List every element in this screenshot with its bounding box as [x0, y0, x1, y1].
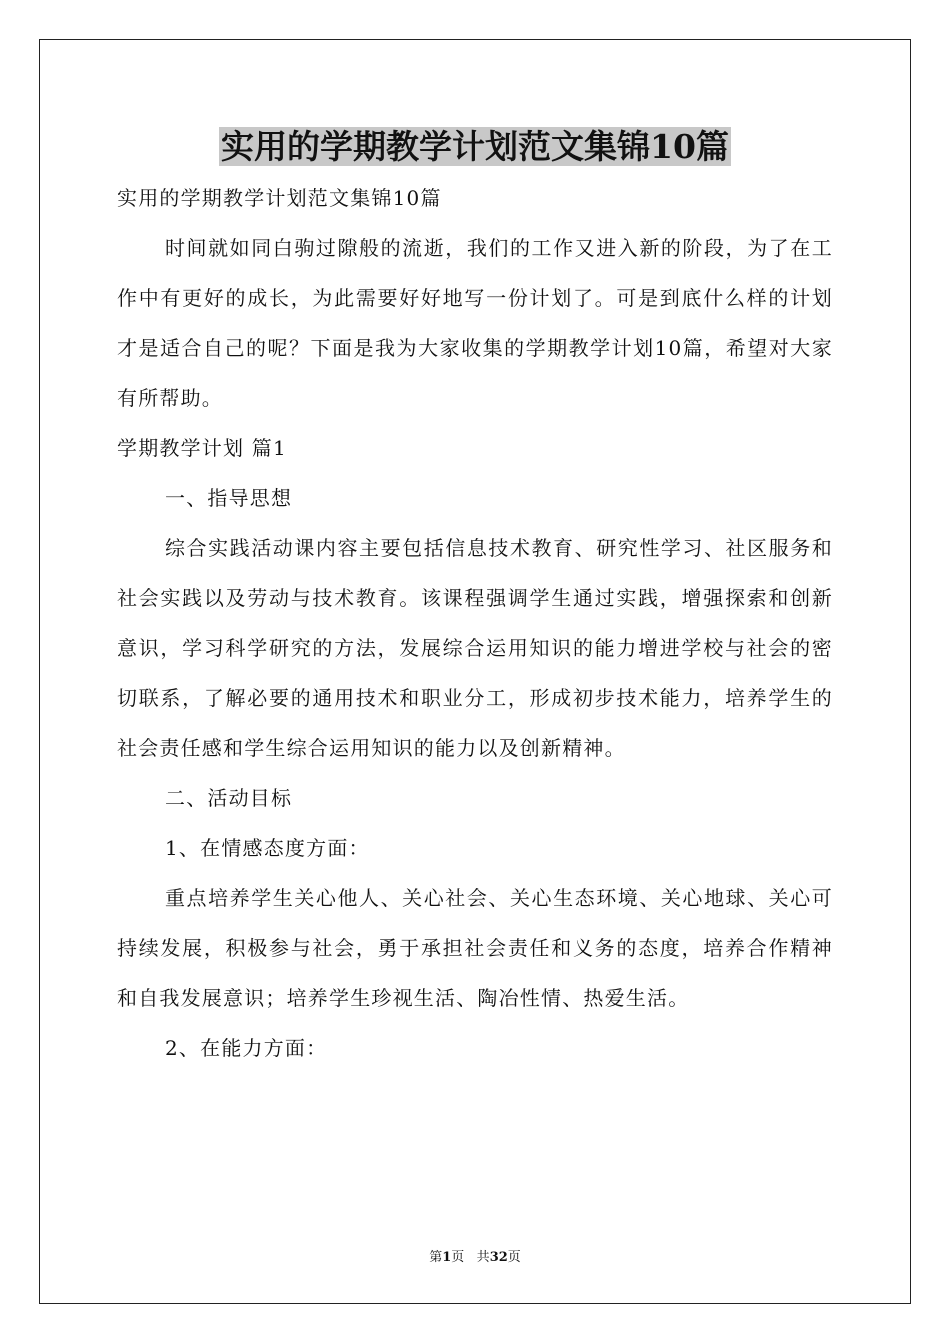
document-body: [117, 173, 833, 1073]
footer-page-prefix: 第: [429, 1250, 443, 1265]
subtitle-line: 实用的学期教学计划范文集锦10篇: [117, 186, 442, 210]
paragraph-guiding-thought: 综合实践活动课内容主要包括信息技术教育、研究性学习、社区服务和社会实践以及劳动与技术教育。该课程强调学生通过实践，增强探索和创新意识，学习科学研究的方法，发展综合运用知识的能力增进学校与社会的密切联系，了解必要的通用技术和职业分工，形成初步技术能力，培养学生的社会责任感和学生综合运用知识的能力以及创新精神。: [117, 536, 833, 760]
document-title: [0, 124, 950, 170]
footer-total-prefix: 共: [476, 1250, 490, 1265]
footer-page-current: 1: [442, 1250, 452, 1265]
heading-guiding-thought: 一、指导思想: [165, 486, 293, 510]
footer-total-suffix: 页: [507, 1250, 521, 1265]
heading-activity-goals: 二、活动目标: [165, 786, 293, 810]
document-title-text: 实用的学期教学计划范文集锦10篇: [221, 127, 729, 166]
paragraph-emotion-attitude: 重点培养学生关心他人、关心社会、关心生态环境、关心地球、关心可持续发展，积极参与社会，勇于承担社会责任和义务的态度，培养合作精神和自我发展意识；培养学生珍视生活、陶冶性情、热爱生活。: [117, 886, 833, 1010]
section-heading: 学期教学计划 篇1: [117, 436, 287, 460]
footer-page-total: 32: [489, 1250, 508, 1265]
intro-paragraph: 时间就如同白驹过隙般的流逝，我们的工作又进入新的阶段，为了在工作中有更好的成长，为此需要好好地写一份计划了。可是到底什么样的计划才是适合自己的呢？下面是我为大家收集的学期教学计划10篇，希望对大家有所帮助。: [117, 236, 833, 410]
footer-page-suffix: 页: [451, 1250, 465, 1265]
heading-emotion-attitude: 1、在情感态度方面：: [165, 836, 370, 860]
heading-ability: 2、在能力方面：: [165, 1036, 328, 1060]
page-footer: [0, 1248, 950, 1268]
